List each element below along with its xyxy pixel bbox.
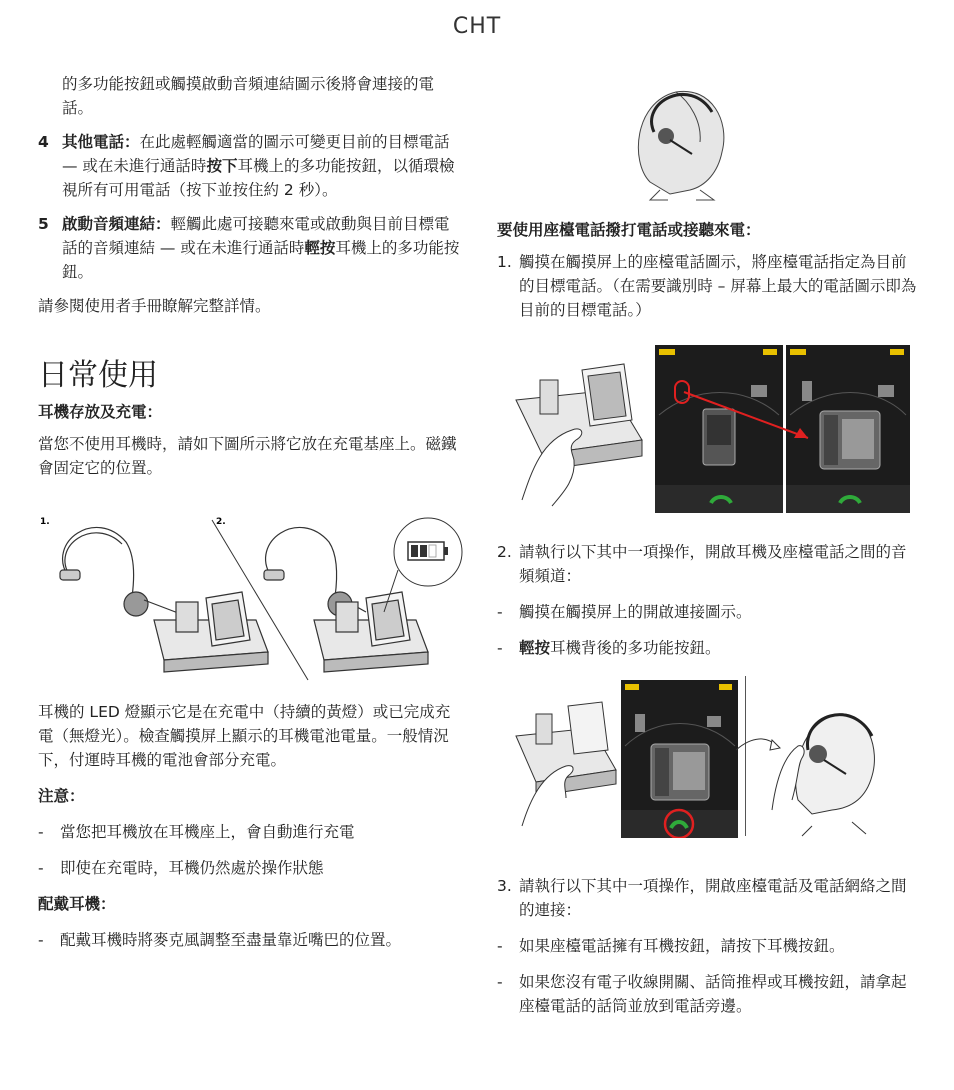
storage-heading: 耳機存放及充電： <box>38 403 163 421</box>
item-bold: 輕按 <box>304 239 336 257</box>
item-bold: 按下 <box>206 157 238 175</box>
option-text: 如果座檯電話擁有耳機按鈕，請按下耳機按鈕。 <box>519 937 845 955</box>
wear-item: - 配戴耳機時將麥克風調整至盡量靠近嘴巴的位置。 <box>38 931 402 949</box>
section-title: 日常使用 <box>38 358 158 393</box>
step-text: 請執行以下其中一項操作，開啟座檯電話及電話網絡之間的連接： <box>519 877 907 919</box>
step-3 <box>497 874 921 922</box>
note-text: 當您把耳機放在耳機座上，會自動進行充電 <box>60 823 355 841</box>
language-header: CHT <box>452 14 502 39</box>
computer-icon <box>878 385 894 397</box>
item-text: 在此處輕觸適當的圖示可變更目前的目標電話 — 或在未進行通話時 <box>62 133 450 175</box>
continued-text: 的多功能按鈕或觸摸啟動音頻連結圖示後將會連接的電話。 <box>62 75 435 117</box>
step-2 <box>497 540 921 588</box>
battery-icon <box>408 542 448 560</box>
battery-icon <box>625 684 639 690</box>
touchscreen-audio-link <box>621 680 738 838</box>
step-text: 請執行以下其中一項操作，開啟耳機及座檯電話之間的音頻頻道： <box>519 543 907 585</box>
headset-status-icon <box>763 349 777 355</box>
note-text: 即使在充電時，耳機仍然處於操作狀態 <box>60 859 324 877</box>
headset-icon <box>60 527 186 616</box>
charging-base-icon <box>154 592 268 672</box>
base-touch-illustration-2 <box>512 700 622 830</box>
note-heading: 注意： <box>38 787 85 805</box>
wear-text: 配戴耳機時將麥克風調整至盡量靠近嘴巴的位置。 <box>60 931 402 949</box>
item-audio-link <box>38 212 462 284</box>
mobile-phone-small-icon <box>635 714 645 732</box>
item-title: 啟動音頻連結： <box>62 215 171 233</box>
note-item: - 即使在充電時，耳機仍然處於操作狀態 <box>38 859 324 877</box>
option-text: 如果您沒有電子收線開關、話筒推桿或耳機按鈕，請拿起座檯電話的話筒並放到電話旁邊。 <box>519 973 907 1015</box>
head-with-headset-illustration <box>620 82 740 212</box>
headset-status-icon <box>890 349 904 355</box>
option-bold: 輕按 <box>519 639 551 657</box>
step-number: 3. <box>497 877 512 895</box>
step-3-option: - 如果您沒有電子收線開關、話筒推桿或耳機按鈕，請拿起座檯電話的話筒並放到電話旁邊。 <box>497 973 907 1015</box>
head-press-button-illustration <box>732 700 882 840</box>
item-other-phones <box>38 130 462 202</box>
selection-arrow <box>680 382 830 452</box>
step-1 <box>497 250 921 322</box>
battery-icon <box>659 349 675 355</box>
note-item: - 當您把耳機放在耳機座上，會自動進行充電 <box>38 823 355 841</box>
item-title: 其他電話： <box>62 133 140 151</box>
item-text: 耳機上的多功能按鈕，以循環檢視所有可用電話（按下並按住約 2 秒）。 <box>62 157 455 199</box>
step-2-option: - 觸摸在觸摸屏上的開啟連接圖示。 <box>497 603 752 621</box>
step-number: 1. <box>497 253 512 271</box>
step-2-option: - 輕按耳機背後的多功能按鈕。 <box>497 639 721 657</box>
computer-icon <box>707 716 721 727</box>
fig-label-2: 2. <box>216 517 226 527</box>
reference-text: 請參閱使用者手冊瞭解完整詳情。 <box>38 297 271 315</box>
option-text: 觸摸在觸摸屏上的開啟連接圖示。 <box>519 603 752 621</box>
item-number: 4 <box>38 133 49 151</box>
battery-icon <box>790 349 806 355</box>
storage-text: 當您不使用耳機時，請如下圖所示將它放在充電基座上。磁鐵會固定它的位置。 <box>38 435 457 477</box>
headset-status-icon <box>719 684 732 690</box>
led-text: 耳機的 LED 燈顯示它是在充電中（持續的黃燈）或已完成充電（無燈光）。檢查觸摸屏上顯示的耳機電池電量。一般情況下，付運時耳機的電池會部分充電。 <box>38 703 451 769</box>
item-number: 5 <box>38 215 49 233</box>
item-text: 輕觸此處可接聽來電或啟動與目前目標電話的音頻連結 — 或在未進行通話時 <box>62 215 450 257</box>
wear-heading: 配戴耳機： <box>38 895 116 913</box>
charging-illustration <box>36 512 466 682</box>
right-column <box>497 218 921 1018</box>
desk-heading: 要使用座檯電話撥打電話或接聽來電： <box>497 221 761 239</box>
base-touch-illustration <box>512 360 652 510</box>
fig-label-1: 1. <box>40 517 50 527</box>
item-text: 耳機上的多功能按鈕。 <box>62 239 460 281</box>
option-text: 耳機背後的多功能按鈕。 <box>550 639 721 657</box>
step-number: 2. <box>497 543 512 561</box>
step-text: 觸摸在觸摸屏上的座檯電話圖示，將座檯電話指定為目前的目標電話。（在需要識別時 – 屏幕上最大的電話圖示即為目前的目標電話。） <box>519 253 917 319</box>
step-3-option: - 如果座檯電話擁有耳機按鈕，請按下耳機按鈕。 <box>497 937 845 955</box>
